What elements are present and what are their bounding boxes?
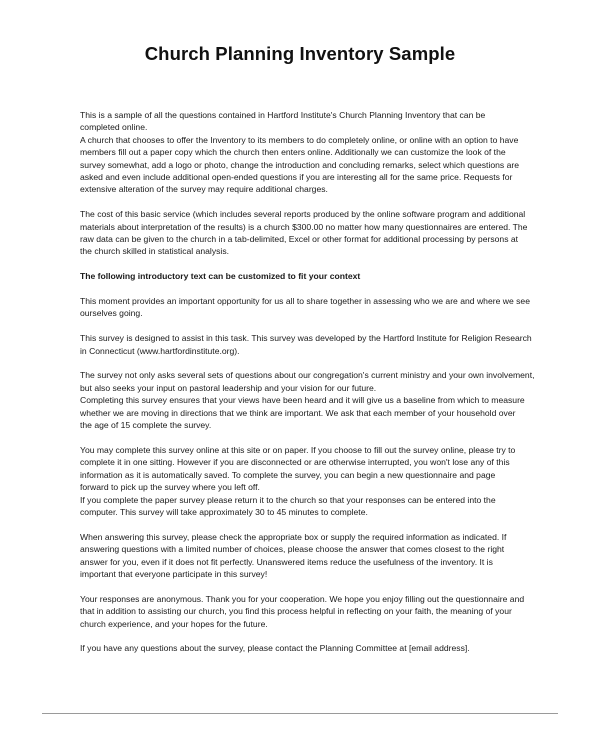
answering-instructions-paragraph: When answering this survey, please check the appropriate box or supply the required information as indicated. If answering questions with a limited number of choices, please choose the answer that comes closest to the right answer for you, even if it does not fit perfectly. Unanswered items reduce the usefulness of the inventory. It is important that everyone participate in this survey! [80, 531, 507, 579]
intro-paragraph: This is a sample of all the questions contained in Hartford Institute's Church Planning Inventory that can be completed online. [80, 110, 486, 133]
contact-paragraph: If you have any questions about the survey, please contact the Planning Committee at [email address]. [80, 643, 470, 654]
document-body [80, 109, 540, 655]
online-completion-paragraph: You may complete this survey online at this site or on paper. If you choose to fill out the survey online, please try to complete it in one sitting. However if you are disconnected or are otherwise interrupted, you won't lose any of this information as it is automatically saved. To complete the survey, you can begin a new questionnaire and page forward to pick up the survey where you left off. [80, 444, 516, 493]
footer-divider [42, 713, 558, 714]
page-title: Church Planning Inventory Sample [144, 43, 456, 64]
baseline-paragraph: Completing this survey ensures that your views have been heard and it will give us a baseline from which to measure whether we are moving in directions that we think are important. We ask that each member of your household over the age of 15 complete the survey. [80, 395, 525, 431]
section-heading: The following introductory text can be customized to fit your context [80, 271, 361, 282]
anonymity-paragraph: Your responses are anonymous. Thank you for your cooperation. We hope you enjoy filling out the questionnaire and that in addition to assisting our church, you find this process helpful in reflecting on your faith, the meaning of your church experience, and your hopes for the future. [80, 593, 525, 629]
offer-paragraph: A church that chooses to offer the Inventory to its members to do completely online, or online with an option to have members fill out a paper copy which the church then enters online. Additionally we can customize the look of the survey somewhat, add a logo or photo, change the introduction and concluding remarks, select which questions are asked and even include additional open-ended questions if you are interesting all for the same price. Requests for extensive alteration of the survey may require additional charges. [80, 134, 520, 195]
survey-scope-paragraph: The survey not only asks several sets of questions about our congregation's current ministry and your own involvement, but also seeks your input on pastoral leadership and your vision for our future. [80, 370, 535, 393]
cost-paragraph: The cost of this basic service (which includes several reports produced by the online software program and additional materials about interpretation of the results) is a church $300.00 no matter how many questionnaires are entered. The raw data can be given to the church in a tab-delimited, Excel or other format for additional processing by persons at the church skilled in statistical analysis. [80, 209, 528, 257]
paper-survey-paragraph: If you complete the paper survey please return it to the church so that your responses can be entered into the computer. This survey will take approximately 30 to 45 minutes to complete. [80, 494, 496, 517]
opportunity-paragraph: This moment provides an important opportunity for us all to share together in assessing who we are and where we see ourselves going. [80, 296, 530, 319]
survey-design-paragraph: This survey is designed to assist in this task. This survey was developed by the Hartford Institute for Religion Research in Connecticut (www.hartfordinstitute.org). [80, 333, 532, 356]
